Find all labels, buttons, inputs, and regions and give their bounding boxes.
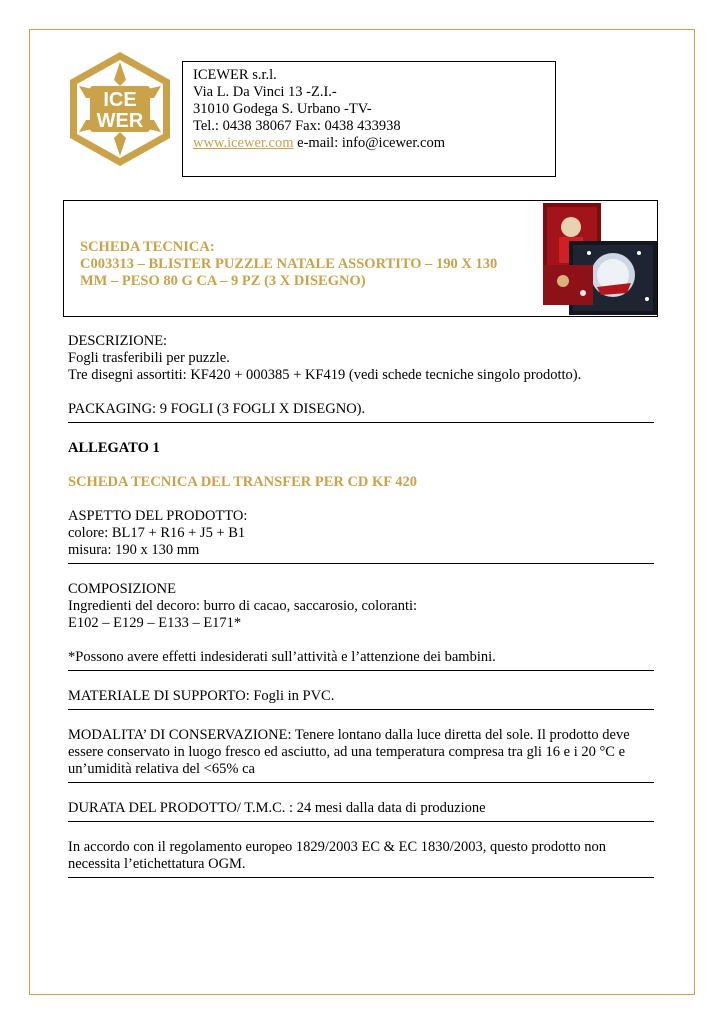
company-name: ICEWER s.r.l. bbox=[193, 67, 277, 83]
title-line-2: C003313 – BLISTER PUZZLE NATALE ASSORTITO – 190 X 130 bbox=[80, 256, 498, 272]
divider bbox=[68, 877, 654, 878]
transfer-title: SCHEDA TECNICA DEL TRANSFER PER CD KF 420 bbox=[68, 474, 418, 490]
product-photo bbox=[543, 203, 657, 315]
website-link[interactable]: www.icewer.com bbox=[193, 135, 294, 151]
address-box bbox=[182, 61, 556, 177]
description-line-1: Fogli trasferibili per puzzle. bbox=[68, 350, 230, 366]
aspetto-label: ASPETTO DEL PRODOTTO: bbox=[68, 508, 248, 524]
title-line-1: SCHEDA TECNICA: bbox=[80, 239, 215, 255]
company-email: e-mail: info@icewer.com bbox=[293, 135, 445, 151]
conservazione-line-3: un’umidità relativa del <65% ca bbox=[68, 761, 255, 777]
misura: misura: 190 x 130 mm bbox=[68, 542, 200, 558]
company-address-2: 31010 Godega S. Urbano -TV- bbox=[193, 101, 372, 117]
composizione-line-2: E102 – E129 – E133 – E171* bbox=[68, 615, 242, 631]
description-label: DESCRIZIONE: bbox=[68, 333, 168, 349]
packaging: PACKAGING: 9 FOGLI (3 FOGLI X DISEGNO). bbox=[68, 401, 366, 417]
product-header-box bbox=[63, 200, 658, 317]
conservazione-line-1: MODALITA’ DI CONSERVAZIONE: Tenere lontano dalla luce diretta del sole. Il prodotto deve bbox=[68, 727, 630, 743]
allegato-heading: ALLEGATO 1 bbox=[68, 440, 160, 456]
description-line-2: Tre disegni assortiti: KF420 + 000385 + KF419 (vedi schede tecniche singolo prodotto). bbox=[68, 367, 582, 383]
materiale: MATERIALE DI SUPPORTO: Fogli in PVC. bbox=[68, 688, 335, 704]
icewer-logo bbox=[66, 50, 174, 168]
logo-text-bottom: WER bbox=[96, 110, 144, 132]
company-address-1: Via L. Da Vinci 13 -Z.I.- bbox=[193, 84, 337, 100]
durata: DURATA DEL PRODOTTO/ T.M.C. : 24 mesi dalla data di produzione bbox=[68, 800, 486, 816]
ogm-line-2: necessita l’etichettatura OGM. bbox=[68, 856, 246, 872]
composizione-note: *Possono avere effetti indesiderati sull’attività e l’attenzione dei bambini. bbox=[68, 649, 496, 665]
logo-text-top: ICE bbox=[103, 89, 137, 111]
title-line-3: MM – PESO 80 G CA – 9 PZ (3 X DISEGNO) bbox=[80, 273, 366, 289]
conservazione-line-2: essere conservato in luogo fresco ed asciutto, ad una temperatura compresa tra gli 16 e i 20 °C e bbox=[68, 744, 626, 760]
composizione-line-1: Ingredienti del decoro: burro di cacao, saccarosio, coloranti: bbox=[68, 598, 418, 614]
ogm-line-1: In accordo con il regolamento europeo 1829/2003 EC & EC 1830/2003, questo prodotto non bbox=[68, 839, 607, 855]
colore: colore: BL17 + R16 + J5 + B1 bbox=[68, 525, 246, 541]
document-body bbox=[68, 333, 656, 878]
company-contact bbox=[193, 135, 555, 152]
company-phone: Tel.: 0438 38067 Fax: 0438 433938 bbox=[193, 118, 401, 134]
product-title bbox=[80, 239, 520, 290]
composizione-label: COMPOSIZIONE bbox=[68, 581, 176, 597]
